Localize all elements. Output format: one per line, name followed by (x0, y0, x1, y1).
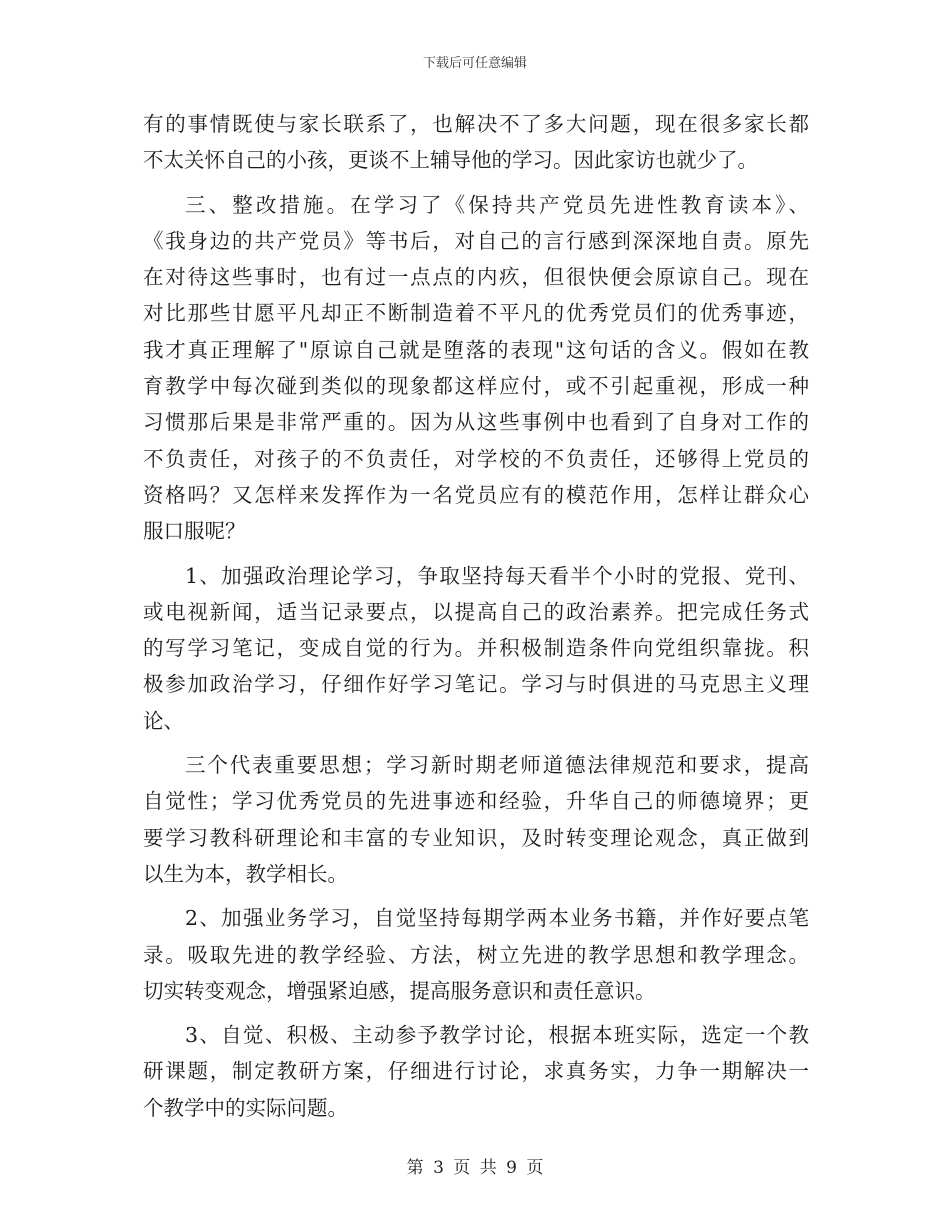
text-line: 极参加政治学习，仔细作好学习笔记。学习与时俱进的马克思主义理 (143, 672, 809, 697)
text-line: 论、 (143, 708, 184, 733)
text-line: 个教学中的实际问题。 (143, 1095, 348, 1120)
text-line: 的写学习笔记，变成自觉的行为。并积极制造条件向党组织靠拢。积 (143, 636, 809, 661)
text-line: 1、加强政治理论学习，争取坚持每天看半个小时的党报、党刊、 (185, 563, 809, 588)
text-line: 要学习教科研理论和丰富的专业知识，及时转变理论观念，真正做到 (143, 825, 809, 850)
text-line: 不负责任，对孩子的不负责任，对学校的不负责任，还够得上党员的 (143, 446, 809, 471)
text-line: 在对待这些事时，也有过一点点的内疚，但很快便会原谅自己。现在 (143, 265, 809, 290)
text-line: 自觉性；学习优秀党员的先进事迹和经验，升华自己的师德境界；更 (143, 789, 809, 814)
text-line: 服口服呢？ (143, 519, 246, 544)
text-line: 以生为本，教学相长。 (143, 861, 348, 886)
text-line: 有的事情既使与家长联系了，也解决不了多大问题，现在很多家长都 (143, 112, 809, 136)
text-line: 三、整改措施。在学习了《保持共产党员先进性教育读本》、 (185, 192, 809, 217)
text-line: 我才真正理解了"原谅自己就是堕落的表现"这句话的含义。假如在教 (143, 337, 809, 362)
text-line: 对比那些甘愿平凡却正不断制造着不平凡的优秀党员们的优秀事迹， (143, 301, 809, 326)
text-line: 习惯那后果是非常严重的。因为从这些事例中也看到了自身对工作的 (143, 410, 809, 435)
paragraph (143, 900, 809, 1009)
text-line: 2、加强业务学习，自觉坚持每期学两本业务书籍，并作好要点笔 (185, 906, 809, 931)
text-line: 研课题，制定教研方案，仔细进行讨论，求真务实，力争一期解决一 (143, 1059, 809, 1084)
text-line: 不太关怀自己的小孩，更谈不上辅导他的学习。因此家访也就少了。 (143, 148, 758, 173)
text-line: 录。吸取先进的教学经验、方法，树立先进的教学思想和教学理念。 (143, 942, 809, 967)
paragraph (143, 747, 809, 892)
page-number: 第 3 页 共 9 页 (406, 1158, 544, 1178)
text-line: 《我身边的共产党员》等书后，对自己的言行感到深深地自责。原先 (143, 228, 809, 253)
document-body (143, 106, 809, 1126)
paragraph (143, 558, 809, 739)
text-line: 资格吗？又怎样来发挥作为一名党员应有的模范作用，怎样让群众心 (143, 482, 809, 507)
text-line: 三个代表重要思想；学习新时期老师道德法律规范和要求，提高 (185, 753, 809, 778)
text-line: 或电视新闻，适当记录要点，以提高自己的政治素养。把完成任务式 (143, 599, 809, 624)
text-line: 切实转变观念，增强紧迫感，提高服务意识和责任意识。 (143, 978, 656, 1003)
paragraph (143, 187, 809, 550)
text-line: 育教学中每次碰到类似的现象都这样应付，或不引起重视，形成一种 (143, 374, 809, 399)
text-line: 3、自觉、积极、主动参予教学讨论，根据本班实际，选定一个教 (185, 1023, 809, 1048)
paragraph (143, 1017, 809, 1126)
page-header: 下载后可任意编辑 (422, 56, 527, 71)
paragraph (143, 106, 809, 179)
